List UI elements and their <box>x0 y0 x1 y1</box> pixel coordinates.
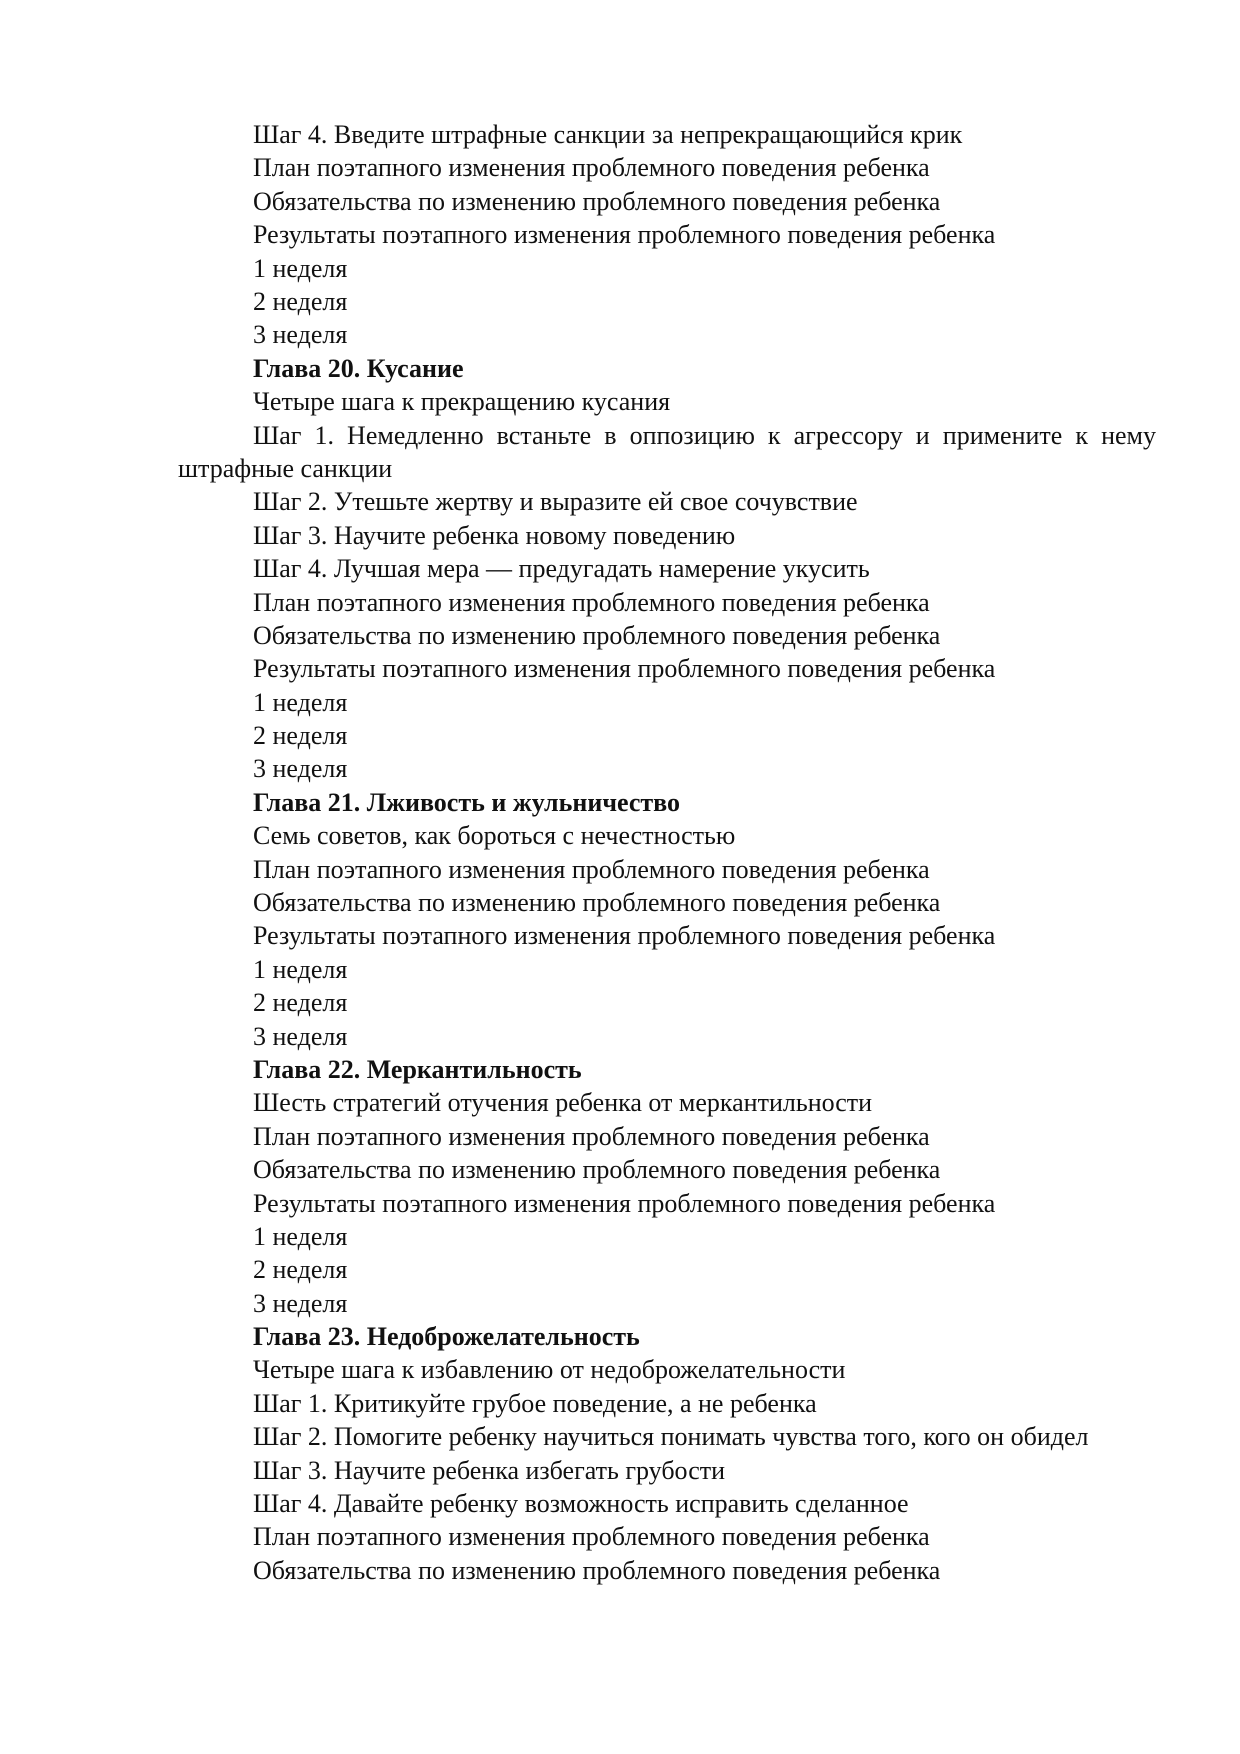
text-line: Обязательства по изменению проблемного поведения ребенка <box>253 888 941 918</box>
text-line: План поэтапного изменения проблемного поведения ребенка <box>253 854 930 884</box>
text-line: Шаг 3. Научите ребенка новому поведению <box>253 520 736 550</box>
text-line: Четыре шага к прекращению кусания <box>253 387 671 417</box>
text-line: Результаты поэтапного изменения проблемного поведения ребенка <box>253 220 996 250</box>
week-label: 2 неделя <box>253 1255 348 1285</box>
text-line: Семь советов, как бороться с нечестностью <box>253 821 736 851</box>
document-page <box>178 118 1156 1587</box>
week-label: 3 неделя <box>253 320 348 350</box>
text-line: План поэтапного изменения проблемного поведения ребенка <box>253 587 930 617</box>
text-line: Четыре шага к избавлению от недоброжелательности <box>253 1355 846 1385</box>
week-label: 3 неделя <box>253 754 348 784</box>
text-line: Обязательства по изменению проблемного поведения ребенка <box>253 1555 941 1585</box>
text-line: Шаг 2. Утешьте жертву и выразите ей свое сочувствие <box>253 487 858 517</box>
week-label: 1 неделя <box>253 687 348 717</box>
step-paragraph: Шаг 2. Помогите ребенку научиться понимать чувства того, кого он обидел <box>253 1422 1089 1452</box>
chapter-heading: Глава 22. Меркантильность <box>253 1054 582 1084</box>
week-label: 3 неделя <box>253 1021 348 1051</box>
chapter-heading: Глава 23. Недоброжелательность <box>253 1322 640 1352</box>
week-label: 3 неделя <box>253 1288 348 1318</box>
week-label: 1 неделя <box>253 954 348 984</box>
text-line: Результаты поэтапного изменения проблемного поведения ребенка <box>253 1188 996 1218</box>
step-paragraph: Шаг 1. Немедленно встаньте в оппозицию к агрессору и примените к нему штрафные санкции <box>178 420 1156 483</box>
chapter-heading: Глава 20. Кусание <box>253 353 464 383</box>
text-line: Обязательства по изменению проблемного поведения ребенка <box>253 620 941 650</box>
week-label: 1 неделя <box>253 1221 348 1251</box>
text-line: Обязательства по изменению проблемного поведения ребенка <box>253 1155 941 1185</box>
text-line: План поэтапного изменения проблемного поведения ребенка <box>253 1121 930 1151</box>
week-label: 2 неделя <box>253 286 348 316</box>
chapter-heading: Глава 21. Лживость и жульничество <box>253 787 681 817</box>
text-line: Шаг 4. Лучшая мера — предугадать намерение укусить <box>253 554 870 584</box>
text-line: Результаты поэтапного изменения проблемного поведения ребенка <box>253 921 996 951</box>
week-label: 2 неделя <box>253 721 348 751</box>
text-line: Шаг 1. Критикуйте грубое поведение, а не ребенка <box>253 1388 817 1418</box>
text-line: Результаты поэтапного изменения проблемного поведения ребенка <box>253 654 996 684</box>
text-line: План поэтапного изменения проблемного поведения ребенка <box>253 1522 930 1552</box>
text-line: Шесть стратегий отучения ребенка от меркантильности <box>253 1088 873 1118</box>
text-line: Шаг 4. Введите штрафные санкции за непрекращающийся крик <box>253 120 963 149</box>
text-line: План поэтапного изменения проблемного поведения ребенка <box>253 153 930 183</box>
text-line: Шаг 4. Давайте ребенку возможность исправить сделанное <box>253 1489 909 1519</box>
week-label: 1 неделя <box>253 253 348 283</box>
text-line: Шаг 3. Научите ребенка избегать грубости <box>253 1455 726 1485</box>
week-label: 2 неделя <box>253 988 348 1018</box>
text-line: Обязательства по изменению проблемного поведения ребенка <box>253 186 941 216</box>
